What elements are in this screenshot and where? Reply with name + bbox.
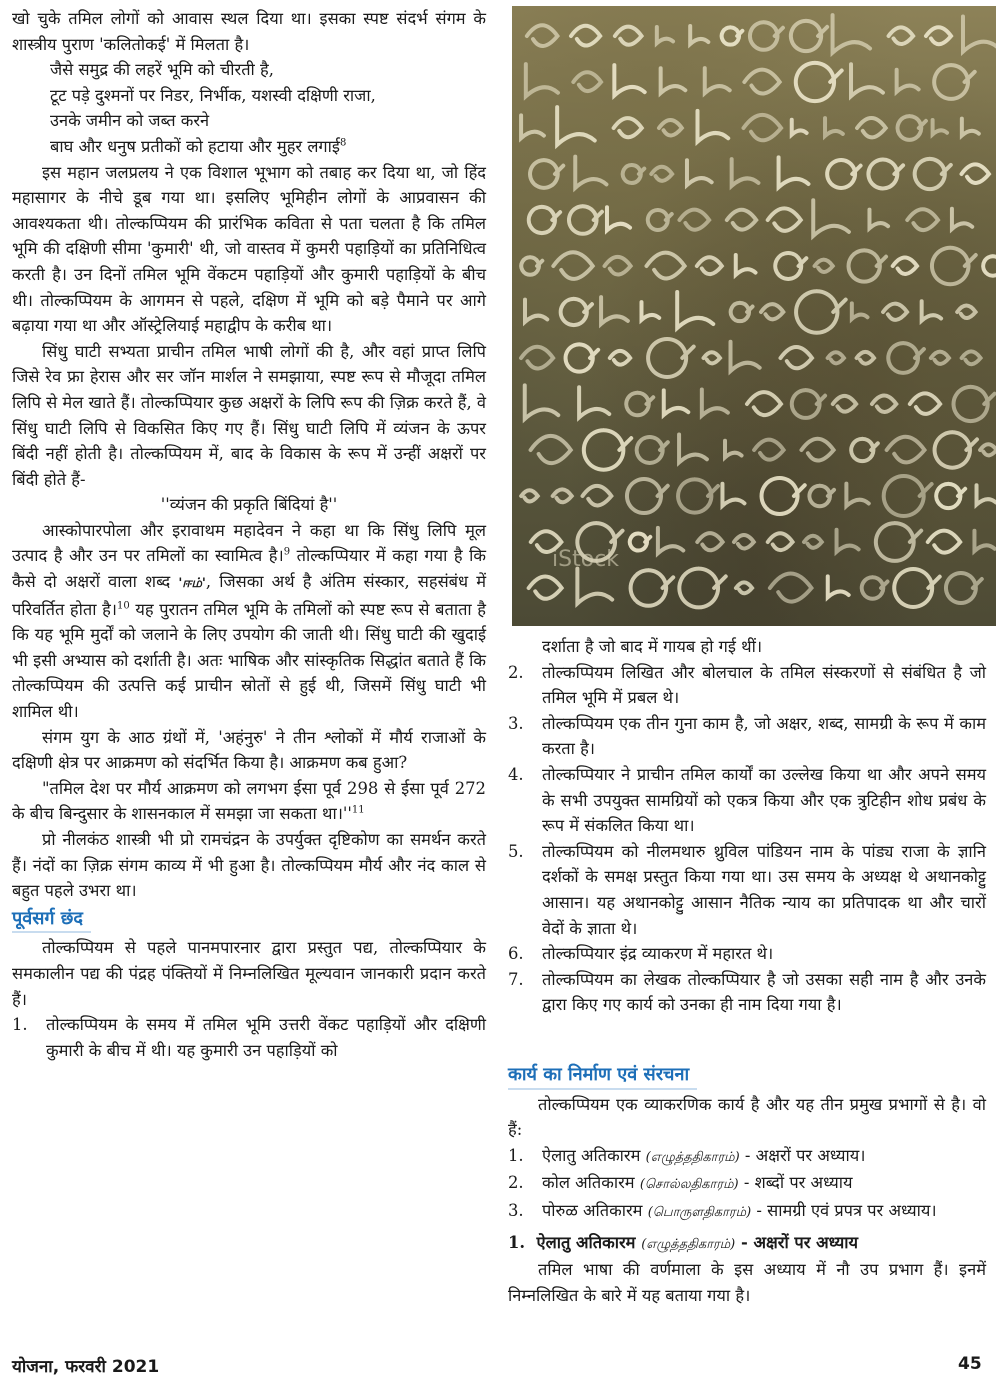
list-item [508,660,986,711]
carved-glyph [630,533,650,550]
list-text: तोल्कप्पियम को नीलमथारु थ्रुविल पांडियन नाम के पांड्य राजा के ज्ञानि दर्शकों के समक्ष प्रस्तुत किया गया था। उस समय के अध्यक्ष थे अथानकोट्टु आसान। यह अथानकोट्टु आसान नैतिक न्याय का प्रतिपादक था और चारों वेदों के ज्ञाता थे। [542,841,986,938]
carved-glyph [664,390,688,414]
paragraph: संगम युग के आठ ग्रंथों में, 'अहंनुरु' ने तीन श्लोकों में मौर्य राजाओं के दक्षिणी क्षेत्र पर आक्रमण को संदर्भित किया है। आक्रमण कब हुआ? [12,727,486,773]
list-number: 1. [12,1015,28,1035]
carved-glyph [575,157,606,188]
carved-glyph [962,351,981,364]
carved-glyph [529,576,562,598]
carved-glyph [780,347,811,368]
carved-glyph [857,352,874,364]
carved-glyph [743,115,781,140]
carved-glyph [957,306,975,318]
list-text: तोल्कप्पियार ने प्राचीन तमिल कार्यों का उल्लेख किया था और अपने समय के सभी उपयुक्त सामग्रियों को एकत्र किया और एक त्रुटिहीन शोध प्रबंध के रूप में संकलित किया था। [542,764,986,836]
carved-glyph [889,27,914,44]
footnote-ref: 11 [351,804,365,816]
carved-glyph [801,439,833,461]
right-column-structure [508,1060,986,1308]
verse-line-text: बाघ और धनुष प्रतीकों को हटाया और मुहर लगाई [50,136,340,156]
carved-glyph [828,576,849,597]
carved-glyph [872,395,896,411]
carved-glyph [974,531,994,551]
carved-glyph [623,165,645,183]
tamil-term: (பொருளதிகாரம்) [647,1204,752,1220]
carved-glyph [946,573,982,603]
carved-glyph [679,569,725,608]
carved-glyph [910,393,940,414]
carved-glyph [573,72,601,91]
subsection-desc: - अक्षरों पर अध्याय [740,1232,859,1252]
carved-glyph [697,533,722,550]
carved-glyph [641,302,659,320]
paragraph: तमिल भाषा की वर्णमाला के इस अध्याय में नौ उप प्रभाग हैं। इनमें निम्नलिखित के बारे में यह बताया गया है। [508,1260,986,1305]
paragraph [12,518,486,725]
carved-glyph [526,64,558,96]
carved-glyph [962,164,989,183]
carved-glyph [626,393,653,416]
carved-glyph [736,582,752,593]
carved-glyph [722,27,743,44]
carved-glyph [744,70,779,94]
list-item [508,839,986,941]
carved-glyph [833,15,870,52]
carved-glyph [936,484,965,508]
carved-glyph [658,528,683,553]
list-item [508,711,986,762]
carved-glyph [566,344,599,371]
carved-glyph [952,209,972,229]
carved-glyph [605,257,631,275]
carved-glyph [934,65,975,99]
carved-glyph [849,250,887,281]
carved-glyph [527,25,558,46]
carved-glyph [846,484,868,506]
list-text [542,1143,986,1171]
carved-glyph [553,489,572,502]
carved-glyph [704,352,721,363]
carved-glyph [922,301,941,320]
carved-glyph [659,120,682,135]
quoted-paragraph [12,776,486,827]
carved-glyph [750,22,783,50]
quote: ''व्यंजन की प्रकृति बिंदियां है'' [160,495,338,515]
list-text: तोल्कप्पियम के समय में तमिल भूमि उत्तरी वेंकट पहाड़ियों और दक्षिणी कुमारी के बीच में थी। यह कुमारी उन पहाड़ियों को [46,1015,486,1060]
carved-glyph [637,437,668,463]
carved-glyph [876,523,921,561]
footnote-ref: 8 [339,137,347,149]
carved-glyph [648,210,672,230]
carved-glyph [931,352,949,364]
carved-glyph [828,352,844,363]
carved-glyph [893,257,917,273]
carved-glyph [614,118,642,137]
division-name: पोरुळ अतिकारम [542,1200,643,1220]
list-item [508,1143,986,1171]
list-number: 3. [508,1200,524,1220]
carved-glyph [907,209,938,230]
carved-glyph [698,111,729,142]
carved-glyph [825,118,843,136]
magazine-footer: योजना, फरवरी 2021 [12,1357,160,1377]
carved-glyph [897,70,919,92]
carved-glyph [754,440,784,460]
paragraph: इस महान जलप्रलय ने एक विशाल भूभाग को तबाह कर दिया था, जो हिंद महासागर के नीचे डूब गया था। इसलिए भूमिहीन लोगों के आप्रवासन की आवश्यकता थी। तोल्कप्पियम की प्रारंभिक कविता से पता चलता है कि तमिल भूमि की दक्षिणी सीमा 'कुमारी' थी, जो वास्तव में कुमरी पहाड़ियों का प्रतिनिधित्व करती है। उन दिनों तमिल भूमि वेंकटम पहाड़ियों और कुमारी पहाड़ियों के बीच थी। तोल्कप्पियम के आगमन से पहले, दक्षिण में भूमि को बड़े पैमाने पर आगे बढ़ाया गया था और ऑस्ट्रेलियाई महाद्वीप के करीब था। [12,162,486,336]
list-text: तोल्कप्पियम का लेखक तोल्कप्पियार है जो उसका सही नाम है और उनके द्वारा किए गए कार्य को उनका ही नाम दिया गया है। [542,969,986,1015]
paragraph: तोल्कप्पियम से पहले पानमपारनार द्वारा प्रस्तुत पद्य, तोल्कप्पियार के समकालीन पद्य की पंद्रह पंक्तियों में निम्नलिखित मूल्यवान जानकारी प्रदान करते हैं। [12,938,486,1009]
carved-glyph [862,577,888,599]
list-number: 6. [508,944,524,964]
list-number: 2. [508,1173,524,1193]
carved-glyph [531,436,571,463]
list-text: तोल्कप्पियम एक तीन गुना काम है, जो अक्षर, शब्द, सामग्री के रूप में काम करता है। [542,713,986,759]
carved-glyph [813,200,849,236]
carved-glyph [615,27,642,45]
carved-glyph [529,207,560,233]
carved-glyph [827,160,860,188]
stone-inscription-photo [512,6,996,626]
carved-glyph [768,533,793,550]
list-item [508,1198,986,1226]
carved-glyph [614,65,644,95]
division-desc: - अक्षरों पर अध्याय। [744,1145,866,1165]
carved-glyph [557,107,595,145]
carved-glyph [791,21,827,51]
carved-glyph [631,570,674,606]
list-item [508,1170,986,1198]
section-heading [12,906,486,934]
carved-glyph [648,339,694,377]
carved-glyph [884,476,932,516]
carved-glyph [833,396,856,412]
carved-glyph [521,257,542,275]
verse-line: जैसे समुद्र की लहरें भूमि को चीरती है, [50,60,274,80]
carved-glyph [898,116,926,140]
carved-glyph [731,342,760,371]
carved-glyph [521,347,553,369]
carved-glyph [796,291,846,332]
carved-glyph [690,26,708,44]
carved-glyph [525,300,547,322]
carved-glyph [792,120,807,135]
carved-glyph [525,385,559,419]
list-number: 2. [508,662,524,682]
carved-glyph [792,390,825,418]
carved-glyph [569,206,602,234]
list-item [12,1012,486,1063]
text-run: तोल्कप्पियार में कहा गया है कि कैसे दो अक्षरों वाला शब्द [12,546,486,592]
carved-glyph [732,159,759,186]
carved-glyph [661,68,686,93]
carved-glyph [725,441,742,458]
section-heading-text: पूर्वसर्ग छंद [12,906,91,934]
list-number: 3. [508,713,524,733]
right-column-list [508,634,986,1018]
carved-glyph [679,435,707,463]
carved-glyph [809,486,834,507]
carved-glyph [980,444,996,455]
carved-glyph [869,210,888,229]
carved-glyph [571,26,600,46]
carved-glyph [727,210,756,230]
carved-glyph [852,303,868,319]
paragraph: तोल्कप्पियम एक व्याकरणिक कार्य है और यह तीन प्रमुख प्रभागों से है। वो हैं: [508,1094,986,1140]
list-continuation: दर्शाता है जो बाद में गायब हो गई थीं। [542,637,763,656]
section-heading-text: कार्य का निर्माण एवं संरचना [508,1062,697,1090]
carved-glyph [705,68,730,93]
carved-glyph [678,479,718,512]
carved-glyph [851,64,883,96]
carved-glyph [579,387,609,417]
carved-glyph [736,255,756,275]
carved-glyph [731,303,753,321]
footnote-ref: 9 [283,547,291,558]
carved-glyph [894,569,940,607]
carved-glyph [926,27,951,44]
division-desc: - शब्दों पर अध्याय [743,1173,853,1193]
carved-glyph [521,115,544,138]
carved-glyph [933,120,947,134]
text-run: , जिसका अर्थ है अंतिम संस्कार, सहसंबंध में परिवर्तित होता है। [12,572,487,619]
carved-glyph [583,486,612,506]
carved-glyph [815,260,833,272]
carved-glyph [977,485,996,504]
text-run: "तमिल देश पर मौर्य आक्रमण को लगभग ईसा पूर्व 298 से ईसा पूर्व 272 के बीच बिन्दुसार के शासनकाल में समझा जा सकता था।'' [12,778,486,824]
list-item [508,967,986,1018]
carved-glyph [657,27,673,43]
carved-glyph [868,160,903,189]
tamil-word: 'ஈம்' [178,576,206,592]
list-text: तोल्कप्पियार इंद्र व्याकरण में महारत थे। [542,944,774,964]
text-run: आस्कोपारपोला और इरावाथम महादेवन ने कहा था कि सिंधु लिपि मूल उत्पाद है और उन पर तमिलों का स्वामित्व है। [12,520,486,566]
left-column [12,6,486,1063]
carved-glyph [887,437,925,463]
divisions-list [508,1143,986,1226]
carved-glyph [687,160,712,185]
list-number: 7. [508,969,524,989]
carved-glyph [521,490,538,501]
carved-glyph [928,531,960,553]
carved-glyph [935,432,977,467]
carved-glyph [530,160,563,188]
carved-glyph [584,430,631,470]
division-desc: - सामग्री एवं प्रपत्र पर अध्याय। [756,1200,937,1220]
carved-glyph [747,392,781,415]
list-item [508,762,986,839]
subsection-name: ऐलातु अतिकारम [536,1232,636,1252]
carved-glyph [722,484,744,506]
footnote-ref: 10 [117,600,130,612]
carved-glyph [762,478,805,514]
tamil-term: (சொல்லதிகாரம்) [639,1177,739,1193]
carved-glyph [954,387,995,421]
carved-glyph [697,257,722,274]
numbered-list [12,1012,486,1063]
division-name: ऐलातु अतिकारम [542,1145,641,1165]
carved-glyph [677,292,713,328]
carved-glyph [915,159,951,189]
list-number: 5. [508,841,524,861]
list-text [542,1170,986,1198]
text-run: यह पुरातन तमिल भूमि के तमिलों को स्पष्ट रूप से बताता है कि यह भूमि मुर्दों को जलाने के लिए उपयोग की जाती थी। सिंधु घाटी की खुदाई भी इसी अभ्यास को दर्शाती है। अतः भाषिक और सांस्कृतिक सिद्धांत बताते हैं कि तोल्कप्पियम की उत्पत्ति कई प्राचीन स्रोतों से हुई थी, जिसमें सिंधु घाटी भी शामिल थी। [12,599,486,722]
intro-paragraph: खो चुके तमिल लोगों को आवास स्थल दिया था। इसका स्पष्ट संदर्भ संगम के शास्त्रीय पुराण 'कलितोकई' में मिलता है। [12,9,486,54]
carved-glyph [627,479,668,513]
carved-glyph [796,63,842,101]
paragraph: सिंधु घाटी सभ्यता प्राचीन तमिल भाषी लोगों की है, और वहां प्राप्त लिपि जिसे रेव फ्रा हेरास और सर जॉन मार्शल ने समझाया, स्पष्ट रूप से मौजूदा तमिल लिपि से मेल खाते हैं। तोल्कप्पियार कुछ अक्षरों के लिपि रूप की ज़िक्र करते हैं, वे सिंधु घाटी लिपि से विकसित किए गए हैं। सिंधु घाटी लिपि में व्यंजन के ऊपर बिंदी नहीं होती है। तोल्कप्पियम में, बाद के विकास के रूप में उन्हीं अक्षरों पर बिंदी होते हैं- [12,341,486,489]
carved-glyph [932,248,976,285]
list-number: 4. [508,764,524,784]
carved-glyph [561,299,592,325]
subsection-number: 1. [508,1232,526,1252]
carved-glyph [610,351,630,365]
carved-glyph [804,536,822,548]
carved-glyph [963,17,996,52]
carved-glyph [553,252,592,279]
carved-glyph [577,569,612,604]
list-number: 1. [508,1145,524,1165]
carved-glyph [962,119,979,136]
numbered-list [508,660,986,1018]
paragraph: प्रो नीलकंठ शास्त्री भी प्रो रामचंद्रन के उपर्युक्त दृष्टिकोण का समर्थन करते हैं। नंदों का ज़िक्र संगम काव्य में भी हुआ है। तोल्कप्पियम मौर्य और नंद काल से बहुत पहले उभरा था। [12,830,486,901]
carved-glyph [883,304,907,320]
verse-line [50,134,486,160]
list-text: तोल्कप्पियम लिखित और बोलचाल के तमिल संस्करणों से संबंधित है जो तमिल भूमि में प्रबल थे। [542,662,986,708]
carved-glyph [983,256,996,275]
carved-glyph [770,573,812,601]
carved-glyph [651,167,672,181]
page-number: 45 [958,1354,982,1374]
list-item [508,941,986,967]
carved-glyph [679,210,709,230]
carved-glyph [775,253,806,279]
tamil-term: (எழுத்ததிகாரம்) [645,1149,740,1165]
carved-glyph [851,439,878,461]
carved-glyph [607,207,630,230]
verse-line: टूट पड़े दुश्मनों पर निडर, निर्भीक, यशस्वी दक्षिणी राजा, [50,85,376,105]
tamil-term: (எழுத்ததிகாரம்) [641,1236,736,1252]
carved-glyph [857,118,886,137]
carved-glyph [779,157,809,187]
photo-watermark: iStock [552,547,619,572]
carved-glyph [837,530,859,552]
carved-glyph [768,208,801,230]
carved-glyph [734,535,754,548]
carved-glyph [601,297,628,324]
carved-glyph [702,390,728,416]
poem-verse [12,57,486,159]
list-text [542,1198,986,1226]
section-heading [508,1062,986,1090]
carved-glyph [888,343,924,373]
carved-glyph [761,304,783,319]
division-name: कोल अतिकारम [542,1173,635,1193]
verse-line: उनके जमीन को जब्त करने [50,111,210,131]
inscription-carvings [512,6,996,626]
subsection-heading [508,1230,986,1258]
carved-glyph [646,253,684,279]
